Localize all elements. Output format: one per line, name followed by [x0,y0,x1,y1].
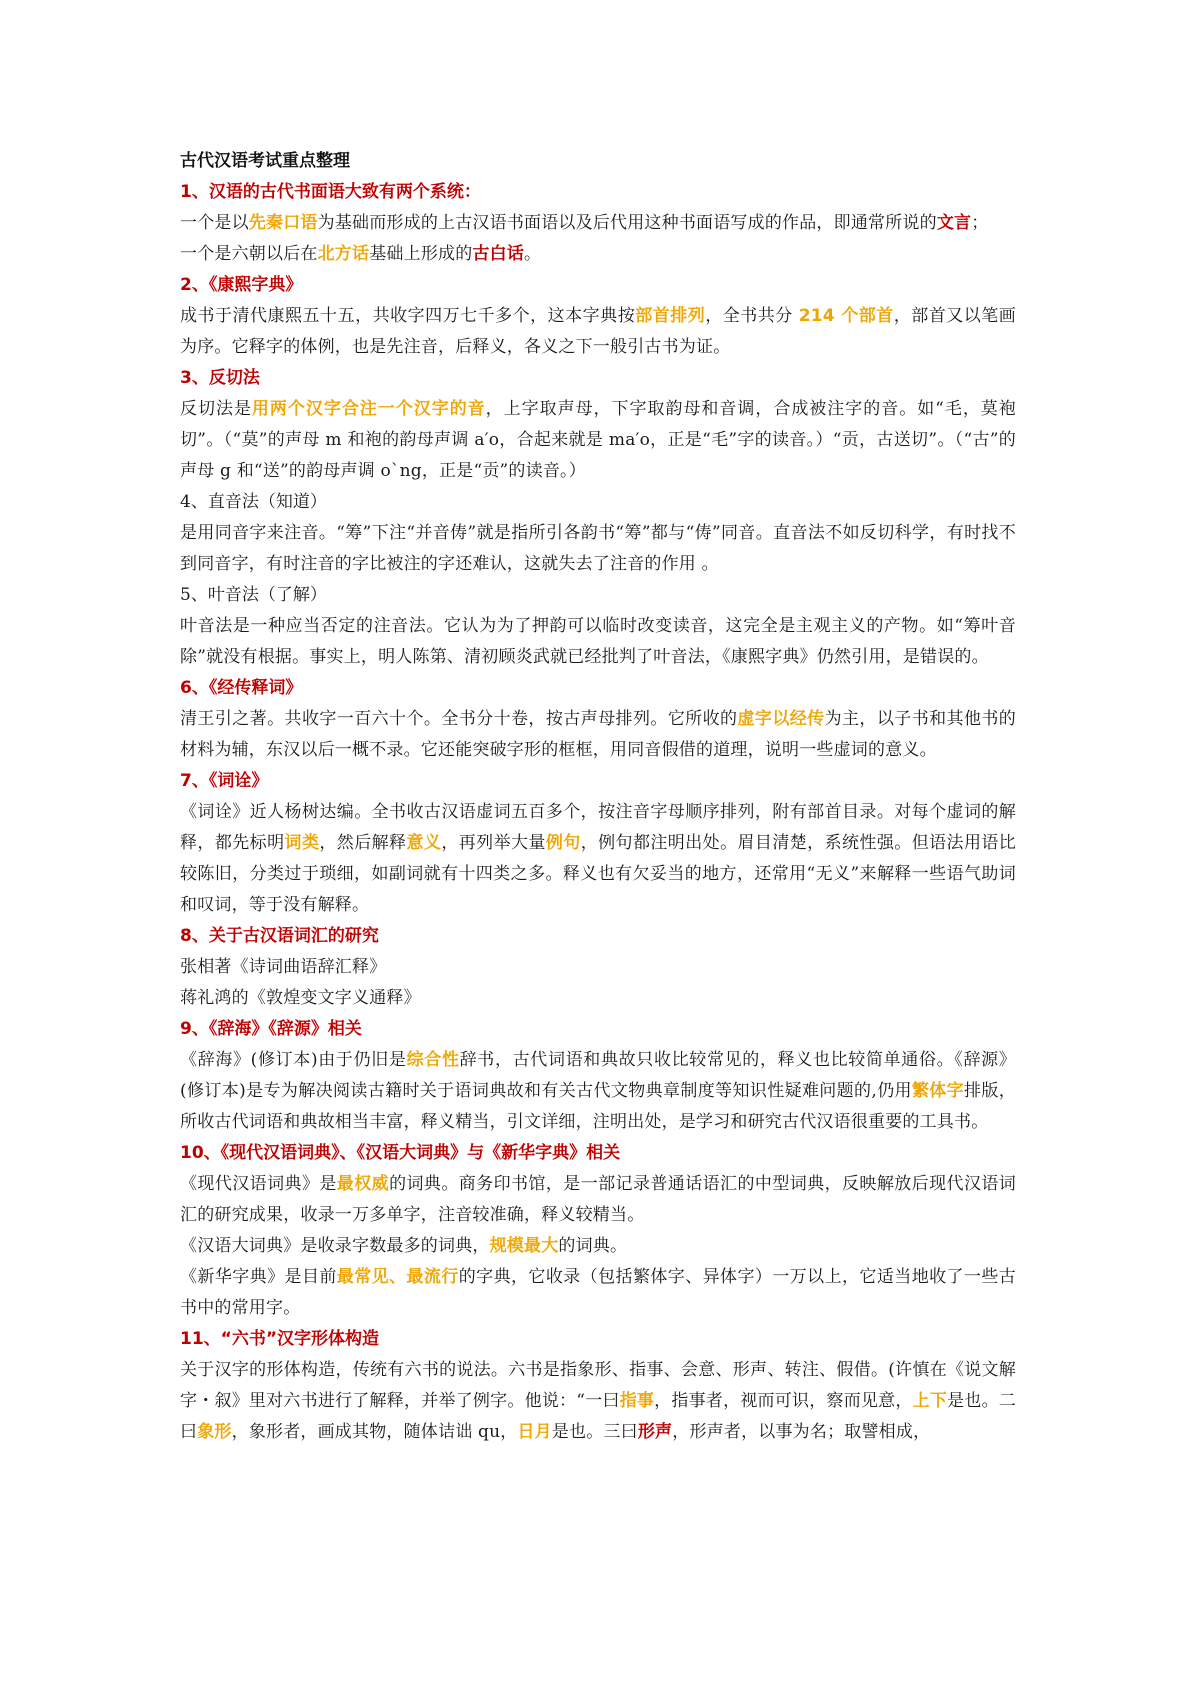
section-9-paragraph: 《辞海》(修订本)由于仍旧是综合性辞书，古代词语和典故只收比较常见的，释义也比较简单通俗。《辞源》(修订本)是专为解决阅读古籍时关于语词典故和有关古代文物典章制度等知识性疑难问题的,仍用繁体字排版，所收古代词语和典故相当丰富，释义精当，引文详细，注明出处，是学习和研究古代汉语很重要的工具书。 [180,1050,1016,1132]
section-11-paragraph: 关于汉字的形体构造，传统有六书的说法。六书是指象形、指事、会意、形声、转注、假借。(许慎在《说文解字・叙》里对六书进行了解释，并举了例字。他说：“一曰指事，指事者，视而可识，察而见意，上下是也。二曰象形，象形者，画成其物，随体诘诎 qu，日月是也。三曰形声，形声者，以事为名；取譬相成， [180,1360,1017,1442]
section-10-paragraph-2: 《汉语大词典》是收录字数最多的词典，规模最大的词典。 [180,1236,628,1256]
section-3-paragraph: 反切法是用两个汉字合注一个汉字的音，上字取声母，下字取韵母和音调，合成被注字的音。如“毛，莫袍切”。（“莫”的声母 m 和袍的韵母声调 a′o，合起来就是 ma′o，正是“毛”字的读音。）“贡，古送切”。（“古”的声母 g 和“送”的韵母声调 o`ng，正是“贡”的读音。） [180,399,1016,481]
section-5-heading: 5、叶音法（了解） [180,585,327,605]
document-page [180,146,1016,1448]
section-3-heading: 3、反切法 [180,368,260,388]
section-11-heading: 11、“六书”汉字形体构造 [180,1329,380,1349]
section-1-paragraph-1: 一个是以先秦口语为基础而形成的上古汉语书面语以及后代用这种书面语写成的作品，即通常所说的文言； [180,213,989,233]
section-10-paragraph-3: 《新华字典》是目前最常见、最流行的字典，它收录（包括繁体字、异体字）一万以上，它适当地收了一些古书中的常用字。 [180,1267,1016,1318]
document-title: 古代汉语考试重点整理 [180,151,350,171]
section-8-paragraph-1: 张相著《诗词曲语辞汇释》 [180,957,387,977]
section-5-paragraph: 叶音法是一种应当否定的注音法。它认为为了押韵可以临时改变读音，这完全是主观主义的产物。如“筹叶音除”就没有根据。事实上，明人陈第、清初顾炎武就已经批判了叶音法，《康熙字典》仍然引用，是错误的。 [180,616,1016,667]
section-4-paragraph: 是用同音字来注音。“筹”下注“并音俦”就是指所引各韵书“筹”都与“俦”同音。直音法不如反切科学，有时找不到同音字，有时注音的字比被注的字还难认，这就失去了注音的作用 。 [180,523,1016,574]
section-7-paragraph: 《词诠》近人杨树达编。全书收古汉语虚词五百多个，按注音字母顺序排列，附有部首目录。对每个虚词的解释，都先标明词类，然后解释意义，再列举大量例句，例句都注明出处。眉目清楚，系统性强。但语法用语比较陈旧，分类过于琐细，如副词就有十四类之多。释义也有欠妥当的地方，还常用“无义”来解释一些语气助词和叹词，等于没有解释。 [180,802,1017,915]
section-6-paragraph: 清王引之著。共收字一百六十个。全书分十卷，按古声母排列。它所收的虚字以经传为主，以子书和其他书的材料为辅，东汉以后一概不录。它还能突破字形的框框，用同音假借的道理，说明一些虚词的意义。 [180,709,1017,760]
section-4-heading: 4、直音法（知道） [180,492,327,512]
section-8-heading: 8、关于古汉语词汇的研究 [180,926,379,946]
section-9-heading: 9、《辞海》《辞源》相关 [180,1019,362,1039]
section-8-paragraph-2: 蒋礼鸿的《敦煌变文字义通释》 [180,988,421,1008]
section-1-paragraph-2: 一个是六朝以后在北方话基础上形成的古白话。 [180,244,542,264]
section-1-heading: 1、汉语的古代书面语大致有两个系统： [180,182,481,202]
section-10-heading: 10、《现代汉语词典》、《汉语大词典》与《新华字典》相关 [180,1143,621,1163]
section-2-heading: 2、《康熙字典》 [180,275,303,295]
section-2-paragraph: 成书于清代康熙五十五，共收字四万七千多个，这本字典按部首排列，全书共分 214 个部首，部首又以笔画为序。它释字的体例，也是先注音，后释义，各义之下一般引古书为证。 [180,306,1016,357]
section-7-heading: 7、《词诠》 [180,771,269,791]
section-10-paragraph-1: 《现代汉语词典》是最权威的词典。商务印书馆，是一部记录普通话语汇的中型词典，反映解放后现代汉语词汇的研究成果，收录一万多单字，注音较准确，释义较精当。 [180,1174,1016,1225]
section-6-heading: 6、《经传释词》 [180,678,303,698]
